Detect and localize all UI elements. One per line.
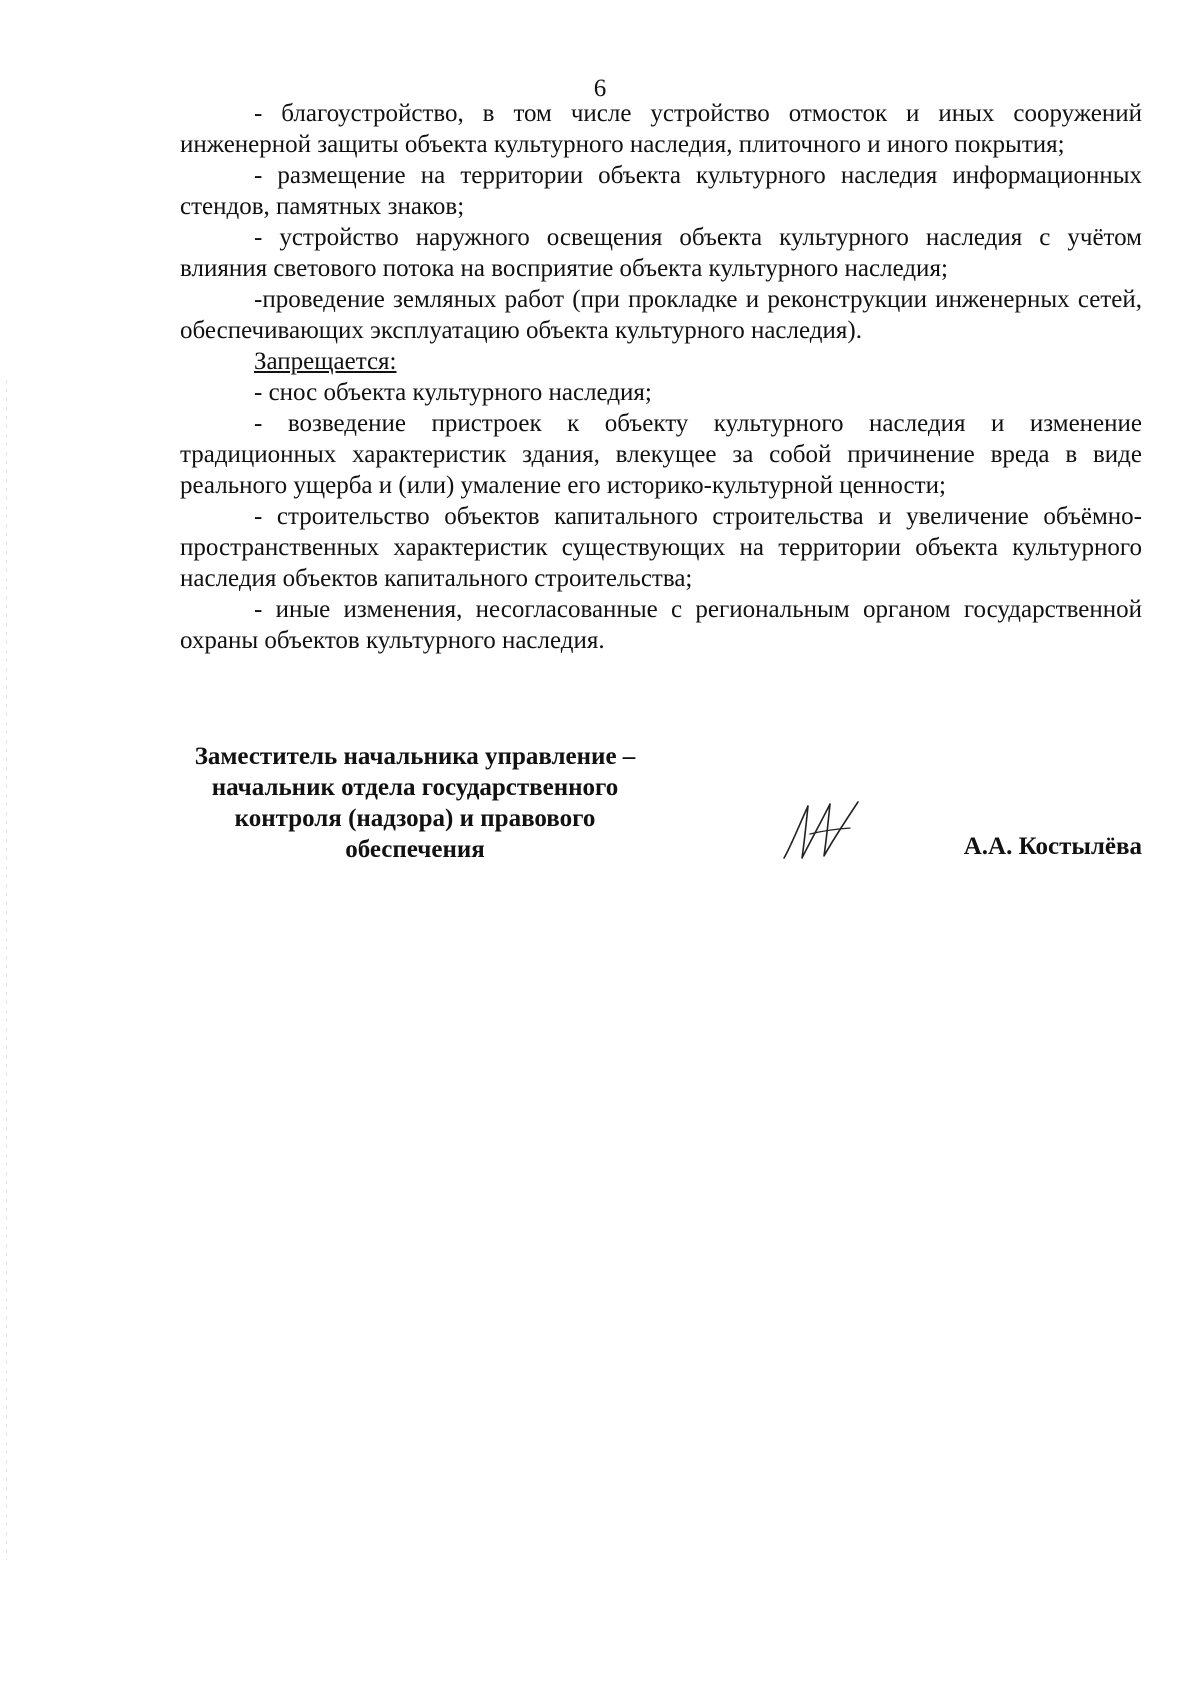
paragraph-extensions: - возведение пристроек к объекту культурного наследия и изменение традиционных характеристик здания, влекущее за собой причинение вреда в виде реального ущерба и (или) умаление его историко-культурной ценности; <box>180 410 1142 499</box>
paragraph-earthworks: -проведение земляных работ (при прокладке и реконструкции инженерных сетей, обеспечивающих эксплуатацию объекта культурного наследия). <box>180 286 1142 344</box>
signatory-title-line: начальник отдела государственного <box>211 774 619 801</box>
signer-name: А.А. Костылёва <box>963 833 1142 860</box>
handwritten-signature <box>780 798 880 868</box>
signatory-title-line: Заместитель начальника управление – <box>194 743 636 770</box>
paragraph-landscaping: - благоустройство, в том числе устройство отмосток и иных сооружений инженерной защиты объекта культурного наследия, плиточного и иного покрытия; <box>180 100 1142 158</box>
paragraph-other-changes: - иные изменения, несогласованные с региональным органом государственной охраны объектов культурного наследия. <box>180 596 1142 654</box>
signatory-title <box>180 741 650 865</box>
document-body <box>180 98 1142 656</box>
paragraph-outdoor-lighting: - устройство наружного освещения объекта культурного наследия с учётом влияния светового потока на восприятие объекта культурного наследия; <box>180 224 1142 282</box>
signatory-title-line: контроля (надзора) и правового <box>234 805 596 832</box>
page-number: 6 <box>593 75 607 102</box>
signatory-title-line: обеспечения <box>345 836 485 863</box>
scan-edge-artifact <box>6 380 7 1560</box>
paragraph-demolition: - снос объекта культурного наследия; <box>254 379 652 406</box>
prohibited-heading-line <box>180 346 1142 377</box>
paragraph-construction: - строительство объектов капитального строительства и увеличение объёмно-пространственных характеристик существующих на территории объекта культурного наследия объектов капитального строительства; <box>180 503 1142 592</box>
paragraph-info-stands: - размещение на территории объекта культурного наследия информационных стендов, памятных знаков; <box>180 162 1142 220</box>
prohibited-heading: Запрещается: <box>254 348 397 375</box>
